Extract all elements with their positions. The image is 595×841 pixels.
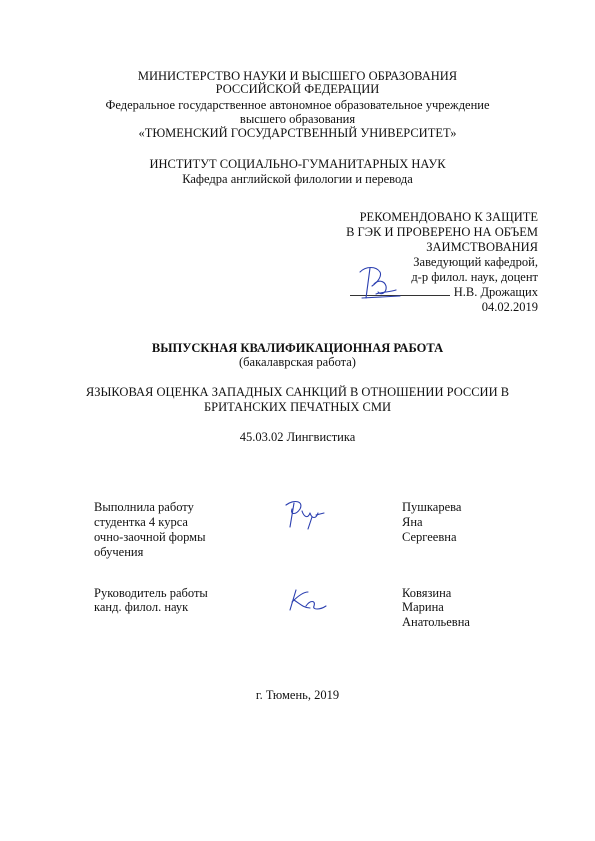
department-name: Кафедра английской филологии и перевода: [182, 172, 413, 186]
approval-line-5: д-р филол. наук, доцент: [411, 270, 538, 284]
author-signature: [282, 497, 326, 531]
approval-date: 04.02.2019: [481, 300, 538, 314]
approval-line-4: Заведующий кафедрой,: [413, 255, 538, 269]
work-type: (бакалаврская работа): [239, 355, 356, 369]
author-role-4: обучения: [94, 545, 144, 559]
specialty: 45.03.02 Лингвистика: [239, 430, 356, 444]
supervisor-signature: [286, 586, 330, 614]
author-role-3: очно-заочной формы: [94, 530, 206, 544]
signer-name: Н.В. Дрожащих: [453, 285, 538, 299]
author-last-name: Пушкарева: [402, 500, 462, 514]
approval-line-1: РЕКОМЕНДОВАНО К ЗАЩИТЕ: [359, 210, 538, 224]
author-patronymic: Сергеевна: [402, 530, 457, 544]
institution-line-1: Федеральное государственное автономное образовательное учреждение: [105, 98, 490, 112]
university-name: «ТЮМЕНСКИЙ ГОСУДАРСТВЕННЫЙ УНИВЕРСИТЕТ»: [138, 126, 457, 140]
supervisor-last-name: Ковязина: [402, 586, 452, 600]
topic-line-1: ЯЗЫКОВАЯ ОЦЕНКА ЗАПАДНЫХ САНКЦИЙ В ОТНОШЕНИИ РОССИИ В: [85, 385, 510, 399]
supervisor-patronymic: Анатольевна: [402, 615, 470, 629]
ministry-line-1: МИНИСТЕРСТВО НАУКИ И ВЫСШЕГО ОБРАЗОВАНИЯ: [137, 69, 458, 83]
approval-line-3: ЗАИМСТВОВАНИЯ: [426, 240, 538, 254]
supervisor-role-1: Руководитель работы: [94, 586, 208, 600]
supervisor-role-2: канд. филол. наук: [94, 600, 189, 614]
author-first-name: Яна: [402, 515, 423, 529]
institute-name: ИНСТИТУТ СОЦИАЛЬНО-ГУМАНИТАРНЫХ НАУК: [149, 157, 446, 171]
approval-line-2: В ГЭК И ПРОВЕРЕНО НА ОБЪЕМ: [346, 225, 538, 239]
author-role-2: студентка 4 курса: [94, 515, 188, 529]
work-title: ВЫПУСКНАЯ КВАЛИФИКАЦИОННАЯ РАБОТА: [151, 341, 444, 355]
department-head-signature: [356, 262, 404, 304]
institution-line-2: высшего образования: [239, 112, 356, 126]
ministry-line-2: РОССИЙСКОЙ ФЕДЕРАЦИИ: [215, 82, 380, 96]
topic-line-2: БРИТАНСКИХ ПЕЧАТНЫХ СМИ: [204, 400, 391, 414]
city-year: г. Тюмень, 2019: [255, 688, 340, 702]
author-role-1: Выполнила работу: [94, 500, 194, 514]
supervisor-first-name: Марина: [402, 600, 444, 614]
